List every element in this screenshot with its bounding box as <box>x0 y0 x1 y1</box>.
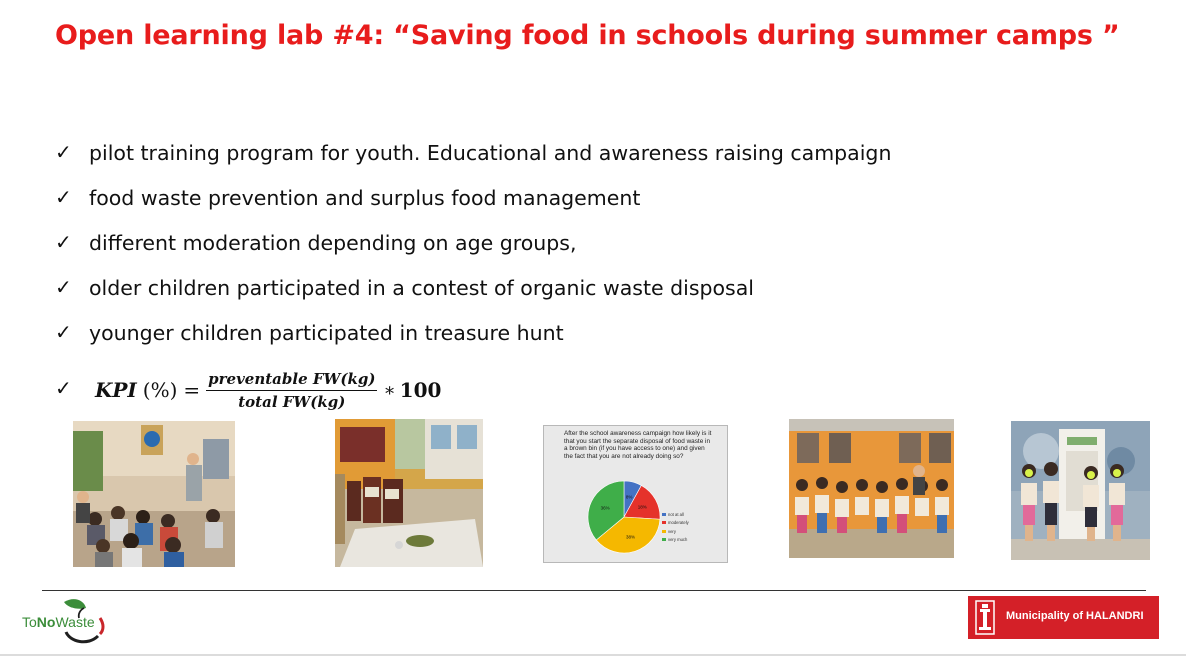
multiply-sign: ∗ <box>383 379 396 401</box>
pie-slice-label: 18% <box>637 504 647 510</box>
pie-slice-label: 8% <box>625 494 633 500</box>
legend-swatch <box>662 513 666 516</box>
bullet-text: older children participated in a contest of organic waste disposal <box>89 276 754 300</box>
equals-sign: = <box>183 378 201 402</box>
checkmark-icon: ✓ <box>55 140 72 164</box>
municipality-seal-icon <box>974 599 996 636</box>
footer-divider <box>42 590 1146 591</box>
pie-slice-label: 36% <box>600 505 610 511</box>
kpi-unit: (%) <box>142 378 178 402</box>
legend-swatch <box>662 538 666 541</box>
legend-item <box>662 510 689 519</box>
tonowaste-wordmark <box>22 614 95 630</box>
photo-classroom <box>73 421 235 567</box>
tonowaste-logo <box>20 596 112 648</box>
legend-swatch <box>662 530 666 533</box>
logo-text-waste: Waste <box>55 614 95 630</box>
kpi-denominator: total FW(kg) <box>238 392 346 411</box>
kpi-numerator: preventable FW(kg) <box>206 370 377 391</box>
legend-item <box>662 519 689 528</box>
photo-bins <box>335 419 483 567</box>
checkmark-icon: ✓ <box>55 376 72 400</box>
kpi-factor: 100 <box>399 378 442 402</box>
municipality-name: Municipality of HALANDRI <box>1006 610 1144 622</box>
logo-text-to: To <box>22 614 37 630</box>
checkmark-icon: ✓ <box>55 230 72 254</box>
survey-question: After the school awareness campaign how likely is it that you start the separate disposal of food waste in a brown bin (if you have access to one) and given the fact that you are not already doing so? <box>564 430 712 460</box>
photo-children-banner <box>1011 421 1150 560</box>
legend-item <box>662 527 689 536</box>
kpi-formula <box>55 366 475 418</box>
legend-swatch <box>662 521 666 524</box>
bullet-text: pilot training program for youth. Educational and awareness raising campaign <box>89 141 892 165</box>
legend-label: very much <box>668 537 688 543</box>
kpi-fraction <box>206 370 377 411</box>
checkmark-icon: ✓ <box>55 320 72 344</box>
photo-group-outdoor <box>789 419 954 558</box>
legend-label: very <box>668 528 676 534</box>
logo-text-no: No <box>36 614 56 630</box>
legend-item <box>662 536 689 545</box>
slide-title: Open learning lab #4: “Saving food in schools during summer camps ” <box>55 20 1120 51</box>
checkmark-icon: ✓ <box>55 275 72 299</box>
kpi-symbol: KPI <box>95 378 137 402</box>
pie-chart <box>586 479 662 555</box>
pie-slice-label: 38% <box>625 534 635 540</box>
legend-label: not at all <box>668 511 684 517</box>
kpi-equation <box>95 366 441 414</box>
bullet-text: food waste prevention and surplus food management <box>89 186 641 210</box>
bullet-text: younger children participated in treasure hunt <box>89 321 564 345</box>
checkmark-icon: ✓ <box>55 185 72 209</box>
survey-chart <box>543 425 728 563</box>
chart-legend <box>662 510 689 544</box>
legend-label: moderately <box>668 520 689 526</box>
municipality-logo <box>968 596 1159 639</box>
bullet-text: different moderation depending on age groups, <box>89 231 577 255</box>
